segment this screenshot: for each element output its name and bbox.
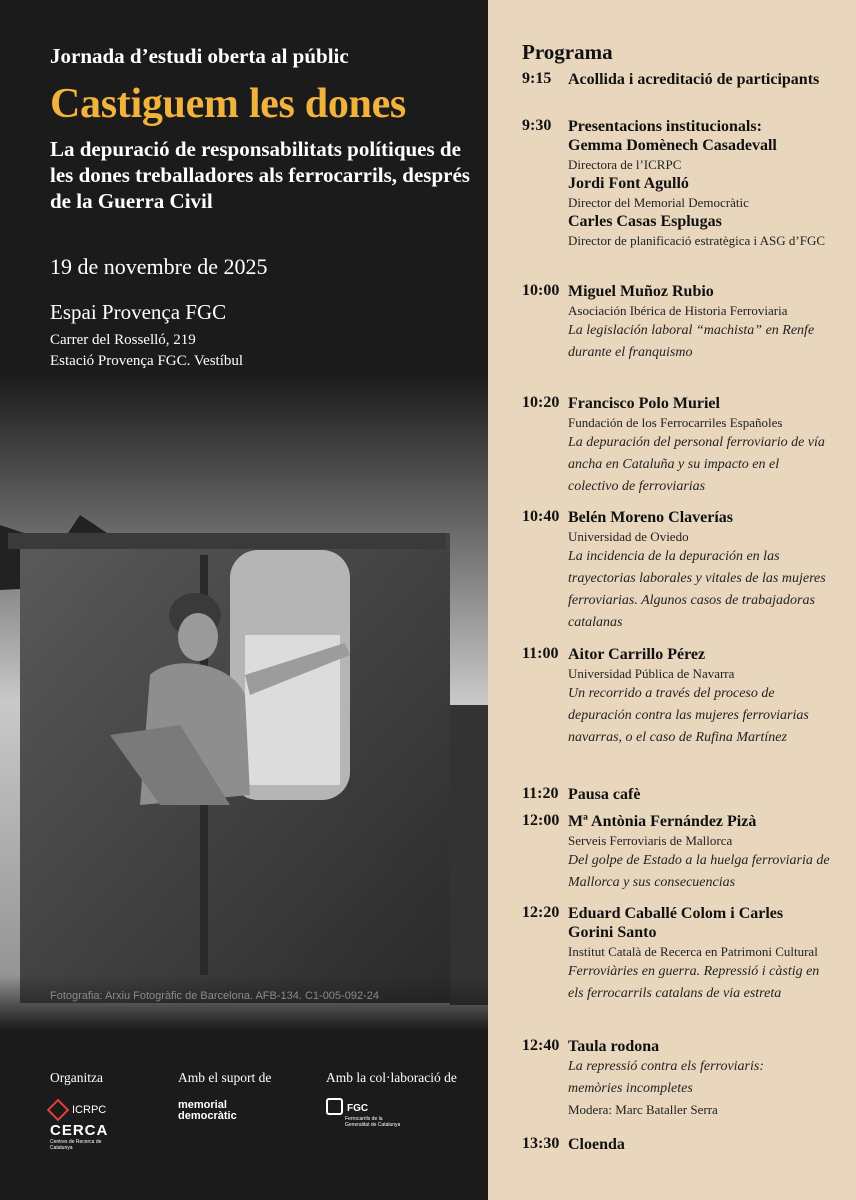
event-title: Castiguem les dones [50, 81, 406, 127]
icrpc-logo: ICRPC [50, 1102, 106, 1118]
photo-credit: Fotografia: Arxiu Fotogràfic de Barcelona. AFB-134. C1-005-092-24 [50, 990, 379, 1002]
event-venue: Espai Provença FGC [50, 300, 227, 324]
event-pretitle: Jornada d’estudi oberta al públic [50, 44, 349, 68]
address-line-1: Carrer del Rosselló, 219 [50, 332, 196, 348]
collaboracio-label: Amb la col·laboració de [326, 1070, 457, 1085]
event-date: 19 de novembre de 2025 [50, 254, 268, 279]
fgc-logo: FGC Ferrocarrils de la Generalitat de Catalunya [326, 1098, 405, 1128]
fgc-icon [326, 1098, 343, 1115]
program-entry: 10:20 Francisco Polo Muriel Fundación de los Ferrocarriles Españoles La depuración del personal ferroviario de vía ancha en Cataluña y su impacto en el colectivo de ferroviarias [522, 394, 825, 494]
event-address [50, 330, 243, 372]
program-entry: 12:00 Mª Antònia Fernández Pizà Serveis Ferroviaris de Mallorca Del golpe de Estado a la huelga ferroviaria de Mallorca y sus consecuencias [522, 812, 830, 890]
cerca-logo: CERCA Centres de Recerca de Catalunya [50, 1122, 109, 1151]
organitza-label: Organitza [50, 1070, 103, 1085]
program-entry: 12:20 Eduard Caballé Colom i Carles Gorini Santo Institut Català de Recerca en Patrimoni Cultural Ferroviàries en guerra. Repressió i càstig en els ferrocarrils catalans de via estreta [522, 904, 820, 1001]
program-entry: 12:40 Taula rodona La repressió contra els ferroviaris: memòries incompletes Modera: Marc Bataller Serra [522, 1037, 764, 1117]
address-line-2: Estació Provença FGC. Vestíbul [50, 353, 244, 369]
program-entry: 10:00 Miguel Muñoz Rubio Asociación Ibérica de Historia Ferroviaria La legislación laboral “machista” en Renfe durante el franquismo [522, 282, 815, 360]
memorial-logo: memorial democràtic [178, 1099, 237, 1122]
program-entry: 9:15 Acollida i acreditació de participants [522, 70, 820, 88]
event-subtitle: La depuració de responsabilitats polítiques de les dones treballadores als ferrocarrils, després de la Guerra Civil [50, 137, 470, 213]
program-entry: 9:30 Presentacions institucionals: Gemma Domènech Casadevall Directora de l’ICRPC Jordi Font Agulló Director del Memorial Democràtic Carles Casas Esplugas Director de planificació estratègica i ASG d’FGC [522, 117, 826, 248]
program-entry: 13:30 Cloenda [522, 1135, 625, 1153]
program-title: Programa [522, 40, 613, 64]
program-entry: 11:20 Pausa cafè [522, 785, 641, 803]
historical-photo [0, 375, 488, 1030]
program-entry: 11:00 Aitor Carrillo Pérez Universidad Pública de Navarra Un recorrido a través del proceso de depuración contra las mujeres ferroviarias navarras, o el caso de Rufina Martínez [522, 645, 809, 745]
icrpc-icon [47, 1099, 70, 1122]
suport-label: Amb el suport de [178, 1070, 272, 1085]
program-entry: 10:40 Belén Moreno Claverías Universidad de Oviedo La incidencia de la depuración en las trayectorias laborales y vitales de las mujeres ferroviarias. Algunos casos de trabajadoras catalanas [522, 508, 826, 630]
